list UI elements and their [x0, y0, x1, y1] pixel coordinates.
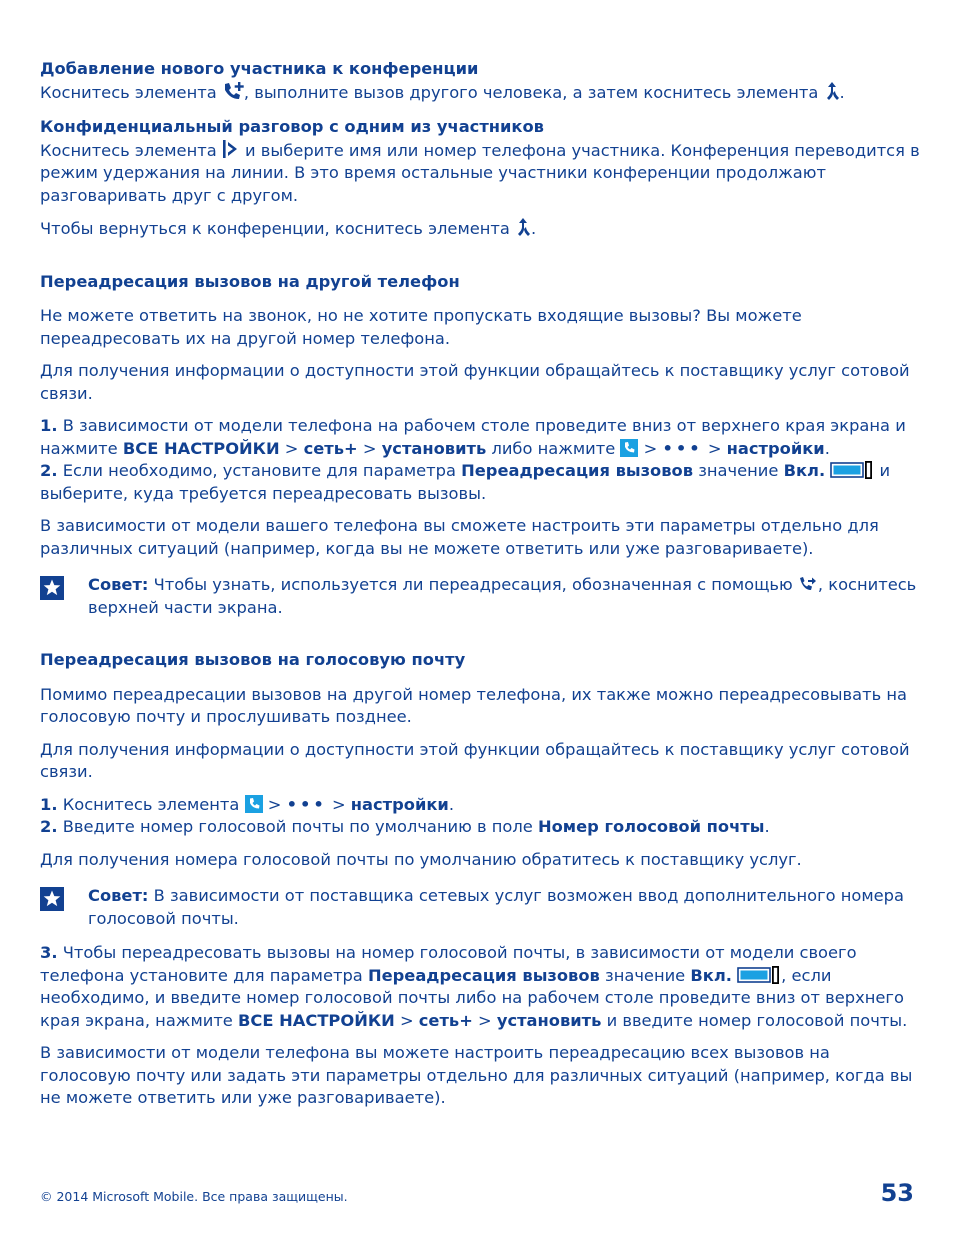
step-voicemail-2: 2. Введите номер голосовой почты по умолчанию в поле Номер голосовой почты.	[40, 817, 770, 836]
paragraph-voicemail-number: Для получения номера голосовой почты по умолчанию обратитесь к поставщику услуг.	[40, 849, 802, 869]
heading-private-call: Конфиденциальный разговор с одним из участников	[40, 117, 544, 136]
merge-calls-icon	[824, 81, 840, 101]
heading-voicemail-forwarding: Переадресация вызовов на голосовую почту	[40, 650, 466, 669]
copyright: © 2014 Microsoft Mobile. Все права защищены.	[40, 1189, 348, 1204]
star-icon	[40, 576, 64, 600]
paragraph-private-call: Коснитесь элемента и выберите имя или номер телефона участника. Конференция переводится в режим удержания на линии. В это время остальные участники конференции продолжают разговаривать друг с другом.	[40, 140, 920, 205]
heading-add-participant: Добавление нового участника к конференции	[40, 59, 479, 78]
paragraph-forwarding-options: В зависимости от модели вашего телефона вы сможете настроить эти параметры отдельно для различных ситуаций (например, когда вы не можете ответить или уже разговариваете).	[40, 516, 879, 558]
step-forwarding-1: 1. В зависимости от модели телефона на рабочем столе проведите вниз от верхнего края экрана и нажмите ВСЕ НАСТРОЙКИ > сеть+ > установить либо нажмите > ••• > настройки.	[40, 416, 906, 458]
paragraph-voicemail-options: В зависимости от модели телефона вы можете настроить переадресацию всех вызовов на голосовую почту или задать эти параметры отдельно для различных ситуаций (например, когда вы не можете ответить или уже разговариваете).	[40, 1043, 913, 1107]
add-call-icon	[222, 81, 244, 101]
paragraph-forwarding-intro: Не можете ответить на звонок, но не хотите пропускать входящие вызовы? Вы можете переадресовать их на другой номер телефона.	[40, 306, 802, 348]
call-forward-icon	[798, 575, 818, 593]
paragraph-voicemail-intro: Помимо переадресации вызовов на другой номер телефона, их также можно переадресовывать на голосовую почту и прослушивать позднее.	[40, 684, 907, 726]
star-icon	[40, 887, 64, 911]
paragraph-add-participant: Коснитесь элемента , выполните вызов другого человека, а затем коснитесь элемента .	[40, 82, 845, 102]
page-number: 53	[880, 1179, 914, 1207]
manual-page	[40, 58, 920, 1110]
more-icon: •••	[286, 794, 327, 814]
paragraph-return-conference: Чтобы вернуться к конференции, коснитесь элемента .	[40, 219, 537, 238]
more-icon: •••	[662, 438, 703, 458]
step-voicemail-1: 1. Коснитесь элемента > ••• > настройки.	[40, 794, 455, 814]
toggle-on-icon	[737, 966, 781, 984]
paragraph-forwarding-availability: Для получения информации о доступности этой функции обращайтесь к поставщику услуг сотовой связи.	[40, 361, 910, 403]
paragraph-voicemail-availability: Для получения информации о доступности этой функции обращайтесь к поставщику услуг сотовой связи.	[40, 739, 910, 781]
toggle-on-icon	[830, 461, 874, 479]
heading-call-forwarding: Переадресация вызовов на другой телефон	[40, 271, 460, 291]
tip-voicemail-number: Совет: В зависимости от поставщика сетевых услуг возможен ввод дополнительного номера голосовой почты.	[40, 885, 920, 930]
merge-calls-icon	[515, 217, 531, 237]
step-voicemail-3: 3. Чтобы переадресовать вызовы на номер голосовой почты, в зависимости от модели своего телефона установите для параметра Переадресация вызовов значение Вкл. , если необходимо, и введите номер голосовой почты либо на рабочем столе проведите вниз от верхнего края экрана, нажмите ВСЕ НАСТРОЙКИ > сеть+ > установить и введите номер голосовой почты.	[40, 943, 908, 1030]
tip-forwarding-indicator: Совет: Чтобы узнать, используется ли переадресация, обозначенная с помощью , коснитесь верхней части экрана.	[40, 574, 920, 619]
private-call-icon	[222, 139, 240, 159]
phone-tile-icon	[620, 439, 638, 457]
step-forwarding-2: 2. Если необходимо, установите для параметра Переадресация вызовов значение Вкл. и выберите, куда требуется переадресовать вызовы.	[40, 461, 891, 503]
phone-tile-icon	[245, 795, 263, 813]
